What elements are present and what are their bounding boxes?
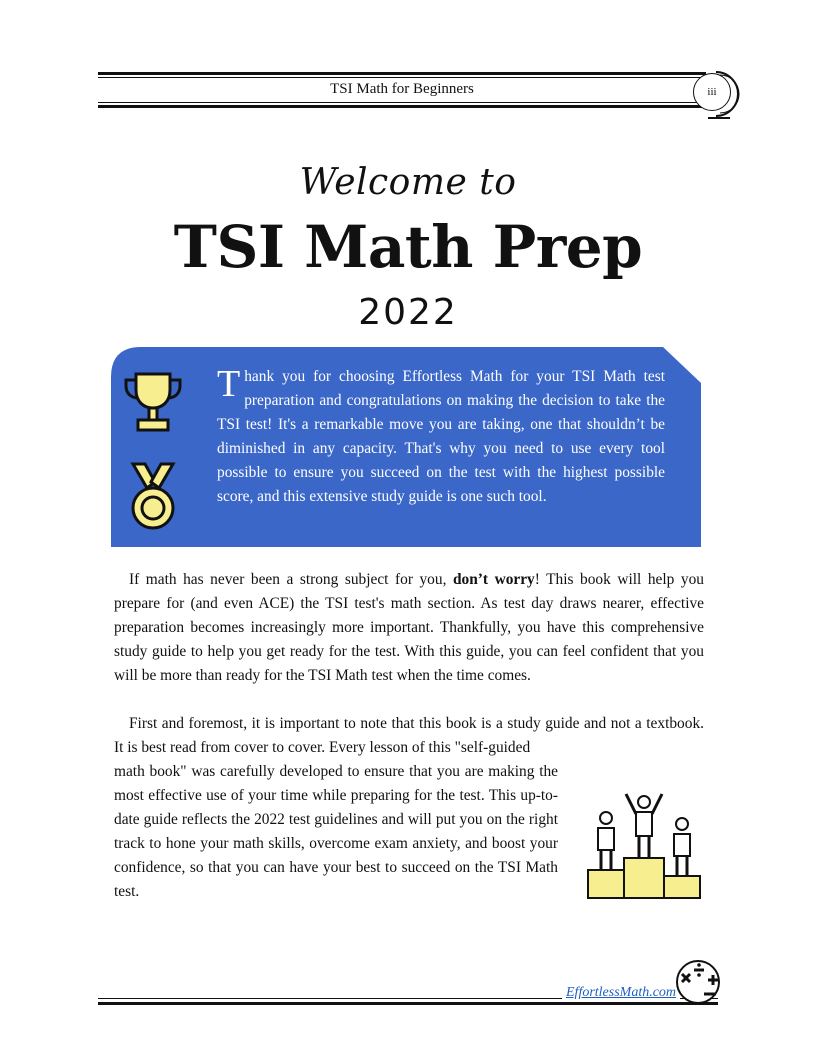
header-rule-bottom-thin	[98, 102, 706, 103]
paragraph-1-bold: don’t worry	[452, 571, 535, 588]
drop-cap: T	[217, 363, 241, 405]
trophy-icon	[122, 370, 184, 436]
page-number-badge	[693, 73, 731, 111]
paragraph-1-start: If math has never been a strong subject for you,	[129, 571, 447, 588]
math-operators-icon	[674, 960, 724, 1006]
paragraph-2-wrapped: math book" was carefully developed to ensure that you are making the most effective use of your time while preparing for the test. This up-to-date guide reflects the 2022 test guidelines and will put you on the right track to hone your math skills, overcome exam anxiety, and boost your confidence, so that you can have your best to succeed on the TSI Math test.	[114, 763, 558, 900]
year-subtitle: 2022	[358, 292, 458, 333]
paragraph-2-full: First and foremost, it is important to note that this book is a study guide and not a textbook. It is best read from cover to cover. Every lesson of this "self-guided	[114, 715, 704, 756]
paragraph-1-rest: ! This book will help you prepare for (and even ACE) the TSI test's math section. As test day draws nearer, effective preparation becomes increasingly more important. Thankfully, you have this comprehensive study guide to help you get ready for the test. With this guide, you can feel confident that you will be more than ready for the TSI Math test when the time comes.	[114, 571, 704, 684]
header-rule-top-thin	[98, 77, 706, 78]
podium-winners-icon	[586, 788, 702, 900]
header-rule-bottom	[98, 105, 706, 108]
header-rule-top	[98, 72, 706, 75]
website-link[interactable]: EffortlessMath.com	[562, 985, 680, 1001]
paragraph-1	[114, 568, 704, 688]
intro-text	[217, 365, 665, 509]
footer-rule	[98, 1002, 718, 1005]
page-title: TSI Math Prep	[173, 213, 643, 281]
medal-icon	[127, 460, 179, 532]
intro-body: hank you for choosing Effortless Math for your TSI Math test preparation and congratulations on making the decision to take the TSI test! It's a remarkable move you are taking, one that shouldn’t be diminished in any capacity. That's why you need to use every tool possible to ensure you succeed on the test with the highest possible score, and this extensive study guide is one such tool.	[217, 368, 665, 505]
running-title: TSI Math for Beginners	[330, 81, 474, 97]
welcome-heading: Welcome to	[299, 162, 517, 203]
page-number: iii	[707, 86, 717, 98]
